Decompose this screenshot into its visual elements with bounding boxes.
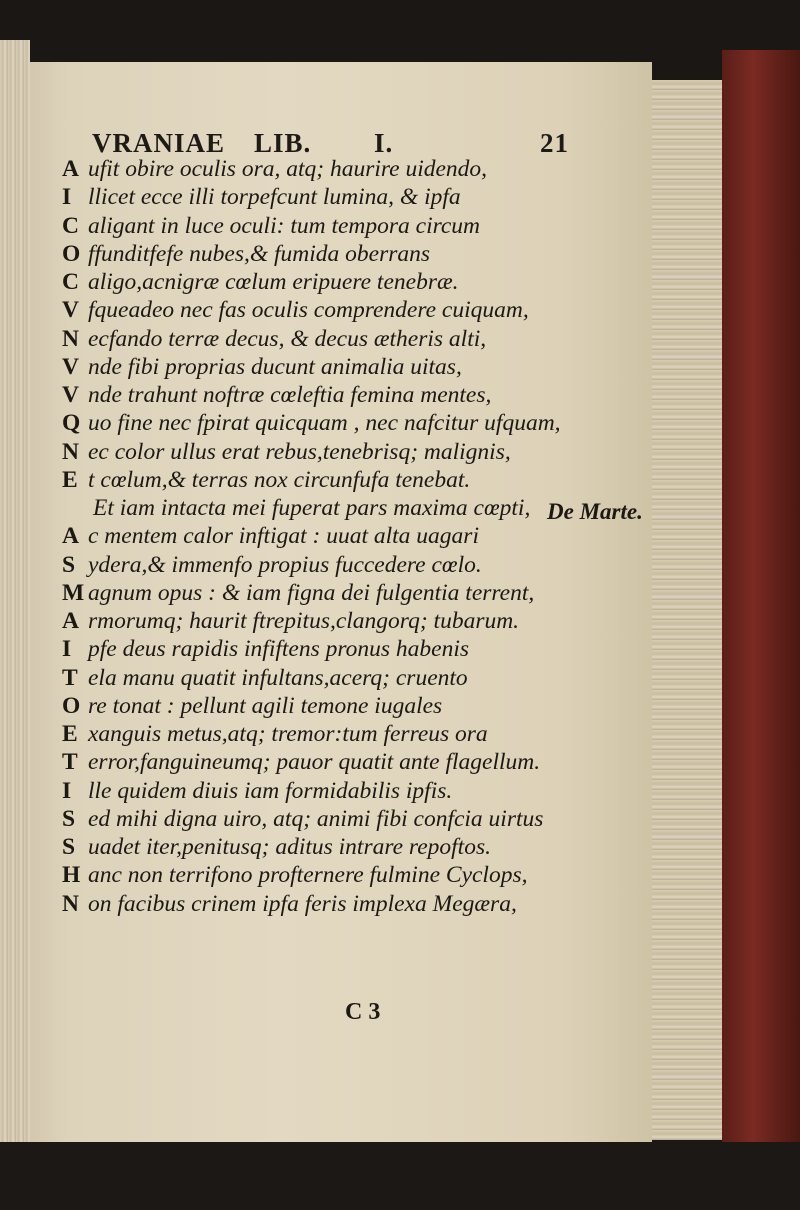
verse-line — [62, 833, 491, 861]
verse-line — [62, 296, 529, 324]
verse-line — [62, 353, 462, 381]
verse-initial-letter: S — [62, 805, 76, 832]
verse-text: nde trahunt noftræ cœleftia femina mentes, — [88, 382, 492, 408]
verse-line — [62, 268, 459, 296]
verse-line — [62, 579, 534, 607]
verse-line — [93, 494, 530, 522]
verse-initial-letter: V — [62, 353, 79, 380]
verse-text: re tonat : pellunt agili temone iugales — [88, 692, 443, 719]
verse-line — [62, 183, 461, 211]
verse-initial-letter: T — [62, 749, 78, 776]
verse-line — [62, 409, 561, 437]
verse-text: aligo,acnigræ cœlum eripuere tenebræ. — [88, 269, 459, 295]
verse-initial-letter: N — [62, 890, 79, 917]
verse-line — [62, 466, 470, 494]
verse-text: ed mihi digna uiro, atq; animi fibi confcia uirtus — [88, 805, 544, 832]
verse-initial-letter: A — [62, 156, 79, 182]
verse-text: xanguis metus,atq; tremor:tum ferreus ora — [88, 721, 488, 747]
verse-initial-letter: N — [62, 325, 79, 352]
verse-text: pfe deus rapidis infiftens pronus habenis — [88, 636, 470, 663]
verse-line — [62, 635, 469, 663]
verse-text: c mentem calor inftigat : uuat alta uagari — [88, 523, 479, 550]
verse-line — [62, 240, 430, 268]
verse-text: ec color ullus erat rebus,tenebrisq; malignis, — [88, 438, 511, 465]
verse-line — [62, 212, 480, 240]
verse-line — [62, 522, 479, 550]
signature-mark: C 3 — [345, 999, 381, 1025]
verse-initial-letter: N — [62, 438, 79, 465]
running-header-title: VRANIAE — [92, 128, 226, 158]
running-header-book-number: I. — [374, 128, 394, 158]
verse-line — [62, 890, 517, 918]
verse-text: uo fine nec fpirat quicquam , nec nafcitur ufquam, — [88, 410, 561, 437]
verse-text: ffunditfefe nubes,& fumida oberrans — [88, 240, 431, 267]
background-shadow — [0, 1142, 800, 1210]
verse-text: ufit obire oculis ora, atq; haurire uidendo, — [88, 156, 488, 182]
verse-text: error,fanguineumq; pauor quatit ante flagellum. — [88, 749, 541, 776]
verse-text: on facibus crinem ipfa feris implexa Megæra, — [88, 890, 517, 917]
verse-line — [62, 551, 482, 579]
verse-text: llicet ecce illi torpefcunt lumina, & ipfa — [88, 184, 461, 211]
verse-line — [62, 861, 527, 889]
verse-text: agnum opus : & iam figna dei fulgentia terrent, — [88, 579, 535, 606]
verse-line — [62, 720, 488, 748]
verse-initial-letter: C — [62, 269, 79, 295]
verse-initial-letter: E — [62, 466, 78, 493]
book-page-stack-left — [0, 40, 30, 1150]
verse-initial-letter: O — [62, 692, 81, 719]
verse-text: anc non terrifono profternere fulmine Cyclops, — [88, 862, 528, 889]
verse-text: nde fibi proprias ducunt animalia uitas, — [88, 353, 462, 380]
running-header-lib: LIB. — [254, 128, 312, 158]
verse-text: Et iam intacta mei fuperat pars maxima cœpti, — [93, 495, 531, 521]
verse-text: ela manu quatit infultans,acerq; cruento — [88, 664, 468, 691]
verse-initial-letter: V — [62, 382, 79, 408]
verse-text: t cœlum,& terras nox circunfufa tenebat. — [88, 466, 471, 493]
verse-line — [62, 607, 519, 635]
verse-initial-letter: O — [62, 240, 81, 267]
verse-line — [62, 748, 540, 776]
verse-text: rmorumq; haurit ftrepitus,clangorq; tubarum. — [88, 608, 520, 634]
verse-text: ecfando terræ decus, & decus ætheris alti, — [88, 325, 487, 352]
verse-initial-letter: A — [62, 523, 79, 550]
verse-initial-letter: H — [62, 862, 81, 889]
book-page-edges-right — [652, 80, 722, 1140]
verse-initial-letter: C — [62, 212, 79, 239]
verse-initial-letter: T — [62, 664, 78, 691]
verse-line — [62, 325, 486, 353]
verse-initial-letter: S — [62, 551, 76, 578]
verse-text: aligant in luce oculi: tum tempora circum — [88, 212, 481, 239]
verse-initial-letter: A — [62, 608, 79, 634]
verse-text: lle quidem diuis iam formidabilis ipfis. — [88, 777, 453, 804]
verse-text: fqueadeo nec fas oculis comprendere cuiquam, — [88, 297, 529, 324]
verse-initial-letter: I — [62, 184, 72, 211]
page-number: 21 — [540, 128, 569, 158]
verse-initial-letter: V — [62, 297, 79, 324]
verse-line — [62, 777, 452, 805]
verse-line — [62, 664, 468, 692]
verse-initial-letter: M — [62, 579, 85, 606]
margin-note: De Marte. — [547, 499, 643, 524]
verse-initial-letter: I — [62, 636, 72, 663]
verse-text: uadet iter,penitusq; aditus intrare repoftos. — [88, 834, 491, 860]
verse-initial-letter: I — [62, 777, 72, 804]
verse-initial-letter: S — [62, 834, 76, 860]
verse-line — [62, 438, 511, 466]
verse-initial-letter: E — [62, 721, 78, 747]
verse-line — [62, 692, 442, 720]
verse-line — [62, 381, 491, 409]
verse-line — [62, 155, 487, 183]
verse-line — [62, 805, 543, 833]
book-cover-edge — [722, 50, 800, 1160]
verse-initial-letter: Q — [62, 410, 81, 437]
verse-text: ydera,& immenfo propius fuccedere cœlo. — [88, 551, 482, 578]
